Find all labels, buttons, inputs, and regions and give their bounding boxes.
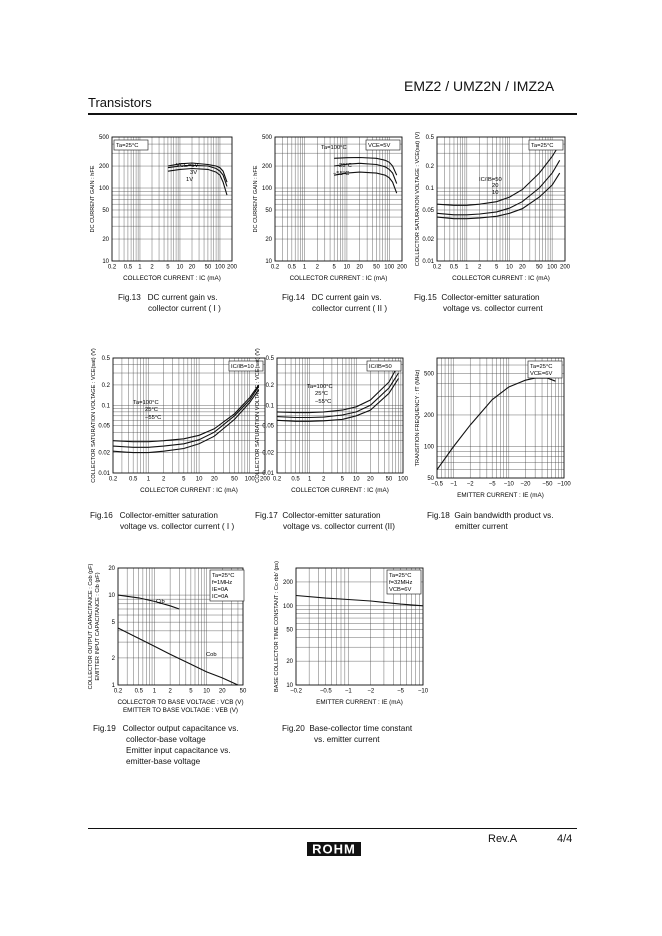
- condition-text: VCB=6V: [389, 587, 412, 593]
- y-tick-label: 20: [286, 659, 293, 666]
- x-tick-label: 200: [259, 476, 271, 483]
- x-tick-label: 0.5: [287, 264, 297, 271]
- x-tick-label: 200: [396, 264, 408, 271]
- condition-text: Ta=25°C: [530, 364, 553, 370]
- series-line: [437, 378, 556, 470]
- y-tick-label: 100: [423, 444, 434, 451]
- fig18-caption-line2: emitter current: [455, 522, 508, 531]
- x-tick-label: 20: [518, 264, 526, 271]
- chart-fig-16: [91, 348, 271, 494]
- fig14-caption: [282, 292, 387, 314]
- y-tick-label: 0.02: [422, 237, 434, 244]
- plot-frame: [113, 358, 265, 473]
- curve-label: Cib: [156, 599, 165, 605]
- fig18-caption: [427, 510, 554, 532]
- x-tick-label: 50: [239, 688, 247, 695]
- x-tick-label: −50: [542, 481, 553, 488]
- x-tick-label: 2: [150, 264, 154, 271]
- curve-label: Ta=100°C: [133, 400, 159, 406]
- x-tick-label: 50: [535, 264, 543, 271]
- x-axis-label: COLLECTOR CURRENT : IC (mA): [291, 487, 389, 494]
- y-tick-label: 0.1: [265, 403, 274, 410]
- curve-label: 25°C: [315, 391, 328, 397]
- condition-text: f=1MHz: [212, 580, 233, 586]
- x-tick-label: 2: [168, 688, 172, 695]
- fig19-caption-line2: collector-base voltage: [126, 735, 206, 744]
- fig18-caption-line1: Gain bandwidth product vs.: [454, 511, 554, 520]
- x-tick-label: 0.5: [128, 476, 138, 483]
- curve-label: Ta=100°C: [307, 384, 333, 390]
- fig13-caption-line1: DC current gain vs.: [147, 293, 218, 302]
- x-tick-label: 20: [218, 688, 226, 695]
- y-axis-label: COLLECTOR SATURATION VOLTAGE : VCE(sat) (V): [415, 131, 421, 267]
- y-tick-label: 2: [111, 655, 115, 662]
- curve-label: −55°C: [315, 399, 332, 405]
- chart-fig-19: [88, 563, 247, 714]
- fig17-caption-line2: voltage vs. collector current (II): [283, 522, 395, 531]
- x-tick-label: 5: [166, 264, 170, 271]
- y-tick-label: 0.5: [101, 356, 110, 362]
- x-tick-label: 0.2: [272, 476, 282, 483]
- y-axis-label: DC CURRENT GAIN : hFE: [253, 165, 259, 233]
- y-tick-label: 200: [423, 412, 434, 419]
- x-tick-label: 0.2: [270, 264, 280, 271]
- x-tick-label: 5: [340, 476, 344, 483]
- x-tick-label: −2: [367, 688, 375, 695]
- x-tick-label: 1: [146, 476, 151, 483]
- y-tick-label: 0.02: [98, 450, 110, 457]
- y-tick-label: 0.05: [98, 423, 110, 430]
- y-tick-label: 500: [423, 371, 434, 378]
- curve-label: −55°C: [145, 415, 162, 421]
- y-tick-label: 0.05: [262, 423, 274, 430]
- x-tick-label: 10: [506, 264, 513, 271]
- x-tick-label: 20: [356, 264, 364, 271]
- x-axis-label: COLLECTOR CURRENT : IC (mA): [140, 487, 238, 494]
- x-tick-label: −10: [417, 688, 429, 695]
- y-tick-label: 50: [286, 627, 293, 634]
- y-axis-label: COLLECTOR SATURATION VOLTAGE : VCE(sat) (V): [255, 348, 261, 483]
- x-tick-label: 100: [214, 264, 225, 271]
- x-tick-label: −20: [520, 481, 531, 488]
- condition-text: Ta=25°C: [116, 143, 139, 149]
- x-tick-label: 5: [332, 264, 336, 271]
- y-tick-label: 20: [102, 237, 109, 244]
- x-tick-label: 1: [465, 264, 469, 271]
- y-tick-label: 1: [111, 683, 115, 689]
- series-line: [296, 596, 423, 606]
- x-tick-label: 100: [397, 476, 409, 483]
- fig17-number: Fig.17: [255, 511, 278, 520]
- x-tick-label: 0.5: [123, 264, 133, 271]
- x-tick-label: −10: [503, 481, 514, 488]
- section-title: Transistors: [88, 95, 152, 110]
- fig14-caption-line2: collector current ( II ): [312, 304, 388, 313]
- x-tick-label: 0.5: [449, 264, 459, 271]
- x-tick-label: −5: [397, 688, 404, 695]
- condition-text: IC=0A: [212, 594, 229, 600]
- series-line: [118, 628, 238, 685]
- y-tick-label: 10: [108, 593, 115, 600]
- chart-fig-17: [255, 348, 409, 494]
- fig16-caption-line1: Collector-emitter saturation: [119, 511, 218, 520]
- fig20-number: Fig.20: [282, 724, 305, 733]
- fig19-caption-line1: Collector output capacitance vs.: [122, 724, 239, 733]
- x-tick-label: 1: [307, 476, 312, 483]
- fig15-number: Fig.15: [414, 293, 437, 302]
- y-tick-label: 50: [427, 476, 434, 482]
- x-tick-label: 100: [547, 264, 558, 271]
- y-tick-label: 0.1: [425, 186, 434, 193]
- fig18-number: Fig.18: [427, 511, 450, 520]
- y-tick-label: 0.2: [101, 382, 110, 389]
- plot-frame: [275, 137, 402, 261]
- fig19-caption: [93, 723, 239, 767]
- x-tick-label: 10: [203, 688, 210, 695]
- chart-fig-13: [90, 135, 238, 282]
- x-tick-label: −0.2: [290, 688, 302, 695]
- x-tick-label: −100: [557, 481, 571, 488]
- y-tick-label: 0.2: [265, 382, 274, 389]
- plot-frame: [112, 137, 232, 261]
- condition-text: Ta=25°C: [389, 573, 412, 579]
- curve-label: 20: [492, 183, 499, 189]
- page-number: 4/4: [557, 833, 573, 845]
- y-tick-label: 100: [261, 186, 272, 193]
- condition-text: Ta=25°C: [212, 573, 235, 579]
- x-tick-label: 0.2: [113, 688, 123, 695]
- x-tick-label: −0.5: [431, 481, 443, 488]
- x-tick-label: −0.5: [319, 688, 332, 695]
- y-tick-label: 200: [98, 164, 109, 171]
- x-tick-label: 50: [373, 264, 380, 271]
- y-tick-label: 500: [98, 135, 109, 141]
- fig14-caption-line1: DC current gain vs.: [311, 293, 382, 302]
- x-tick-label: 20: [210, 476, 218, 483]
- y-axis-label: BASE COLLECTOR TIME CONSTANT : Cc·rbb' (ps): [274, 561, 280, 692]
- x-axis-label: EMITTER CURRENT : IE (mA): [457, 492, 544, 499]
- x-tick-label: 10: [352, 476, 360, 483]
- curve-label: 3V: [190, 170, 198, 176]
- fig15-caption: [414, 292, 543, 314]
- x-tick-label: 0.2: [108, 476, 118, 483]
- condition-text: VCE=6V: [530, 371, 553, 377]
- fig20-caption-line2: vs. emitter current: [314, 735, 380, 744]
- condition-text: Ta=25°C: [531, 143, 554, 149]
- y-axis-label: COLLECTOR OUTPUT CAPACITANCE : Cob (pF): [88, 563, 94, 690]
- y-tick-label: 50: [102, 207, 109, 214]
- curve-label: Ta=100°C: [321, 145, 347, 151]
- x-tick-label: 1: [138, 264, 142, 271]
- y-axis-label: COLLECTOR SATURATION VOLTAGE : VCE(sat) (V): [91, 348, 97, 483]
- x-tick-label: 100: [244, 476, 255, 483]
- y-tick-label: 10: [286, 683, 293, 689]
- condition-text: VCE=5V: [368, 143, 391, 149]
- condition-text: IC/IB=10: [231, 364, 254, 370]
- svg-text:ROHM: ROHM: [312, 842, 356, 856]
- fig19-number: Fig.19: [93, 724, 116, 733]
- x-tick-label: 50: [385, 476, 393, 483]
- x-tick-label: −1: [344, 688, 352, 695]
- y-tick-label: 0.02: [262, 450, 274, 457]
- fig13-number: Fig.13: [118, 293, 141, 302]
- fig15-caption-line2: voltage vs. collector current: [443, 304, 543, 313]
- x-tick-label: −2: [466, 481, 474, 488]
- curve-label: −55°C: [333, 171, 350, 177]
- x-tick-label: 5: [494, 264, 499, 271]
- fig14-number: Fig.14: [282, 293, 305, 302]
- x-tick-label: 2: [161, 476, 166, 483]
- chart-fig-14: [253, 135, 408, 282]
- x-tick-label: 10: [195, 476, 203, 483]
- x-tick-label: 1: [152, 688, 157, 695]
- fig15-caption-line1: Collector-emitter saturation: [441, 293, 540, 302]
- x-tick-label: 200: [559, 264, 571, 271]
- y-tick-label: 0.5: [265, 356, 274, 362]
- chart-fig-15: [415, 132, 571, 282]
- fig17-caption-line1: Collector-emitter saturation: [282, 511, 381, 520]
- chart-fig-18: [415, 358, 571, 499]
- x-axis-label-2: EMITTER TO BASE VOLTAGE : VEB (V): [122, 707, 239, 714]
- y-tick-label: 0.01: [262, 471, 274, 477]
- y-tick-label: 0.01: [422, 259, 434, 265]
- x-tick-label: 2: [315, 264, 320, 271]
- y-tick-label: 0.1: [101, 403, 110, 410]
- fig19-caption-line4: emitter-base voltage: [126, 757, 201, 766]
- fig13-caption-line2: collector current ( I ): [148, 304, 221, 313]
- y-tick-label: 10: [102, 259, 109, 265]
- curve-label: 25°C: [339, 163, 352, 169]
- x-tick-label: 50: [231, 476, 238, 483]
- fig13-caption: [118, 292, 221, 314]
- condition-text: IC/IB=50: [369, 364, 392, 370]
- x-tick-label: 2: [477, 264, 482, 271]
- fig17-caption: [255, 510, 395, 532]
- curve-label: 10: [492, 190, 499, 196]
- condition-text: f=32MHz: [389, 580, 413, 586]
- curve-label: 25°C: [145, 407, 158, 413]
- x-axis-label: COLLECTOR CURRENT : IC (mA): [289, 275, 388, 282]
- x-axis-label: COLLECTOR TO BASE VOLTAGE : VCB (V): [117, 699, 244, 706]
- x-tick-label: 10: [343, 264, 351, 271]
- fig16-caption: [90, 510, 234, 532]
- y-tick-label: 0.5: [425, 135, 434, 141]
- chart-fig-20: [274, 561, 429, 706]
- y-tick-label: 5: [111, 620, 115, 627]
- y-axis-label-2: EMITTER INPUT CAPACITANCE : Cib (pF): [95, 572, 101, 681]
- plot-frame: [437, 137, 565, 261]
- x-tick-label: 0.5: [291, 476, 300, 483]
- revision-label: Rev.A: [488, 833, 518, 845]
- x-axis-label: COLLECTOR CURRENT : IC (mA): [123, 275, 221, 282]
- x-tick-label: 2: [322, 476, 326, 483]
- x-tick-label: −5: [488, 481, 496, 488]
- x-tick-label: 10: [176, 264, 184, 271]
- y-tick-label: 0.01: [98, 471, 110, 477]
- footer-rule: [88, 828, 577, 829]
- y-tick-label: 50: [265, 207, 272, 214]
- y-tick-label: 20: [108, 566, 115, 572]
- x-tick-label: 50: [204, 264, 212, 271]
- x-tick-label: 20: [188, 264, 196, 271]
- x-tick-label: −1: [450, 481, 458, 488]
- y-tick-label: 100: [98, 186, 109, 193]
- x-tick-label: 100: [384, 264, 395, 271]
- fig16-caption-line2: voltage vs. collector current ( I ): [120, 522, 235, 531]
- curve-label: IC/IB=50: [479, 177, 502, 183]
- document-title: EMZ2 / UMZ2N / IMZ2A: [404, 78, 555, 94]
- x-tick-label: 20: [367, 476, 374, 483]
- y-tick-label: 20: [265, 237, 272, 244]
- x-tick-label: 0.5: [134, 688, 143, 695]
- x-axis-label: COLLECTOR CURRENT : IC (mA): [452, 275, 550, 282]
- y-tick-label: 500: [261, 135, 272, 141]
- condition-text: IE=0A: [212, 587, 228, 593]
- curve-label: VCE=5V: [176, 163, 199, 169]
- y-tick-label: 10: [265, 259, 272, 265]
- rohm-logo: [307, 842, 361, 856]
- y-axis-label: DC CURRENT GAIN : hFE: [90, 165, 96, 233]
- x-tick-label: 0.2: [107, 264, 117, 271]
- y-tick-label: 0.2: [425, 164, 434, 171]
- x-tick-label: 5: [182, 476, 186, 483]
- y-axis-label: TRANSITION FREQUENCY : fT (MHz): [415, 369, 421, 467]
- x-tick-label: 200: [226, 264, 238, 271]
- y-tick-label: 100: [282, 603, 293, 610]
- curve-label: 1V: [186, 177, 194, 183]
- y-tick-label: 0.05: [422, 207, 434, 214]
- x-tick-label: 5: [189, 688, 193, 695]
- y-tick-label: 200: [261, 164, 272, 171]
- x-tick-label: 1: [302, 264, 307, 271]
- y-tick-label: 200: [282, 579, 293, 586]
- fig20-caption: [282, 723, 412, 745]
- fig19-caption-line3: Emitter input capacitance vs.: [126, 746, 231, 755]
- fig20-caption-line1: Base-collector time constant: [309, 724, 413, 733]
- x-tick-label: 0.2: [432, 264, 442, 271]
- curve-label: Cob: [206, 652, 217, 658]
- fig16-number: Fig.16: [90, 511, 113, 520]
- x-axis-label: EMITTER CURRENT : IE (mA): [316, 699, 403, 706]
